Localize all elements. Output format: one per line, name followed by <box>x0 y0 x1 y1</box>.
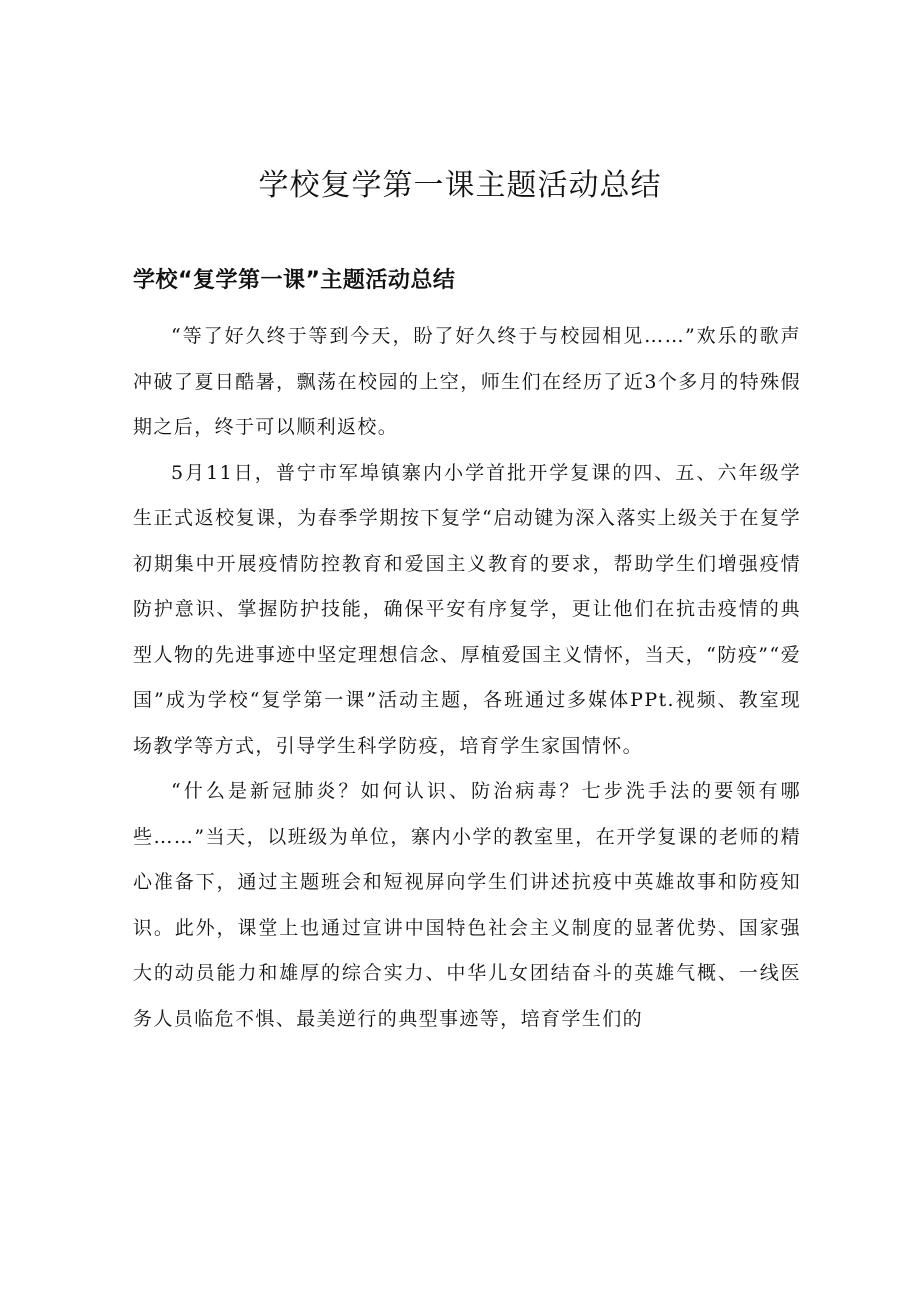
document-title: 学校复学第一课主题活动总结 <box>258 168 662 203</box>
paragraph-1: “等了好久终于等到今天，盼了好久终于与校园相见……”欢乐的歌声冲破了夏日酷暑，飘荡在校园的上空，师生们在经历了近3个多月的特殊假期之后，终于可以顺利返校。 <box>133 325 801 438</box>
paragraph-3: “什么是新冠肺炎？如何认识、防治病毒？七步洗手法的要领有哪些……”当天，以班级为单位，寨内小学的教室里，在开学复课的老师的精心准备下，通过主题班会和短视屏向学生们讲述抗疫中英雄故事和防疫知识。此外，课堂上也通过宣讲中国特色社会主义制度的显著优势、国家强大的动员能力和雄厚的综合实力、中华儿女团结奋斗的英雄气概、一线医务人员临危不惧、最美逆行的典型事迹等，培育学生们的 <box>133 780 801 1030</box>
paragraph-2: 5月11日，普宁市军埠镇寨内小学首批开学复课的四、五、六年级学生正式返校复课，为春季学期按下复学“启动键为深入落实上级关于在复学初期集中开展疫情防控教育和爱国主义教育的要求，帮助学生们增强疫情防护意识、掌握防护技能，确保平安有序复学，更让他们在抗击疫情的典型人物的先进事迹中坚定理想信念、厚植爱国主义情怀，当天，“防疫”“爱国”成为学校“复学第一课”活动主题，各班通过多媒体PPt.视频、教室现场教学等方式，引导学生科学防疫，培育学生家国情怀。 <box>133 461 801 757</box>
section-heading: 学校“复学第一课”主题活动总结 <box>133 268 456 293</box>
document-body <box>133 314 801 1042</box>
